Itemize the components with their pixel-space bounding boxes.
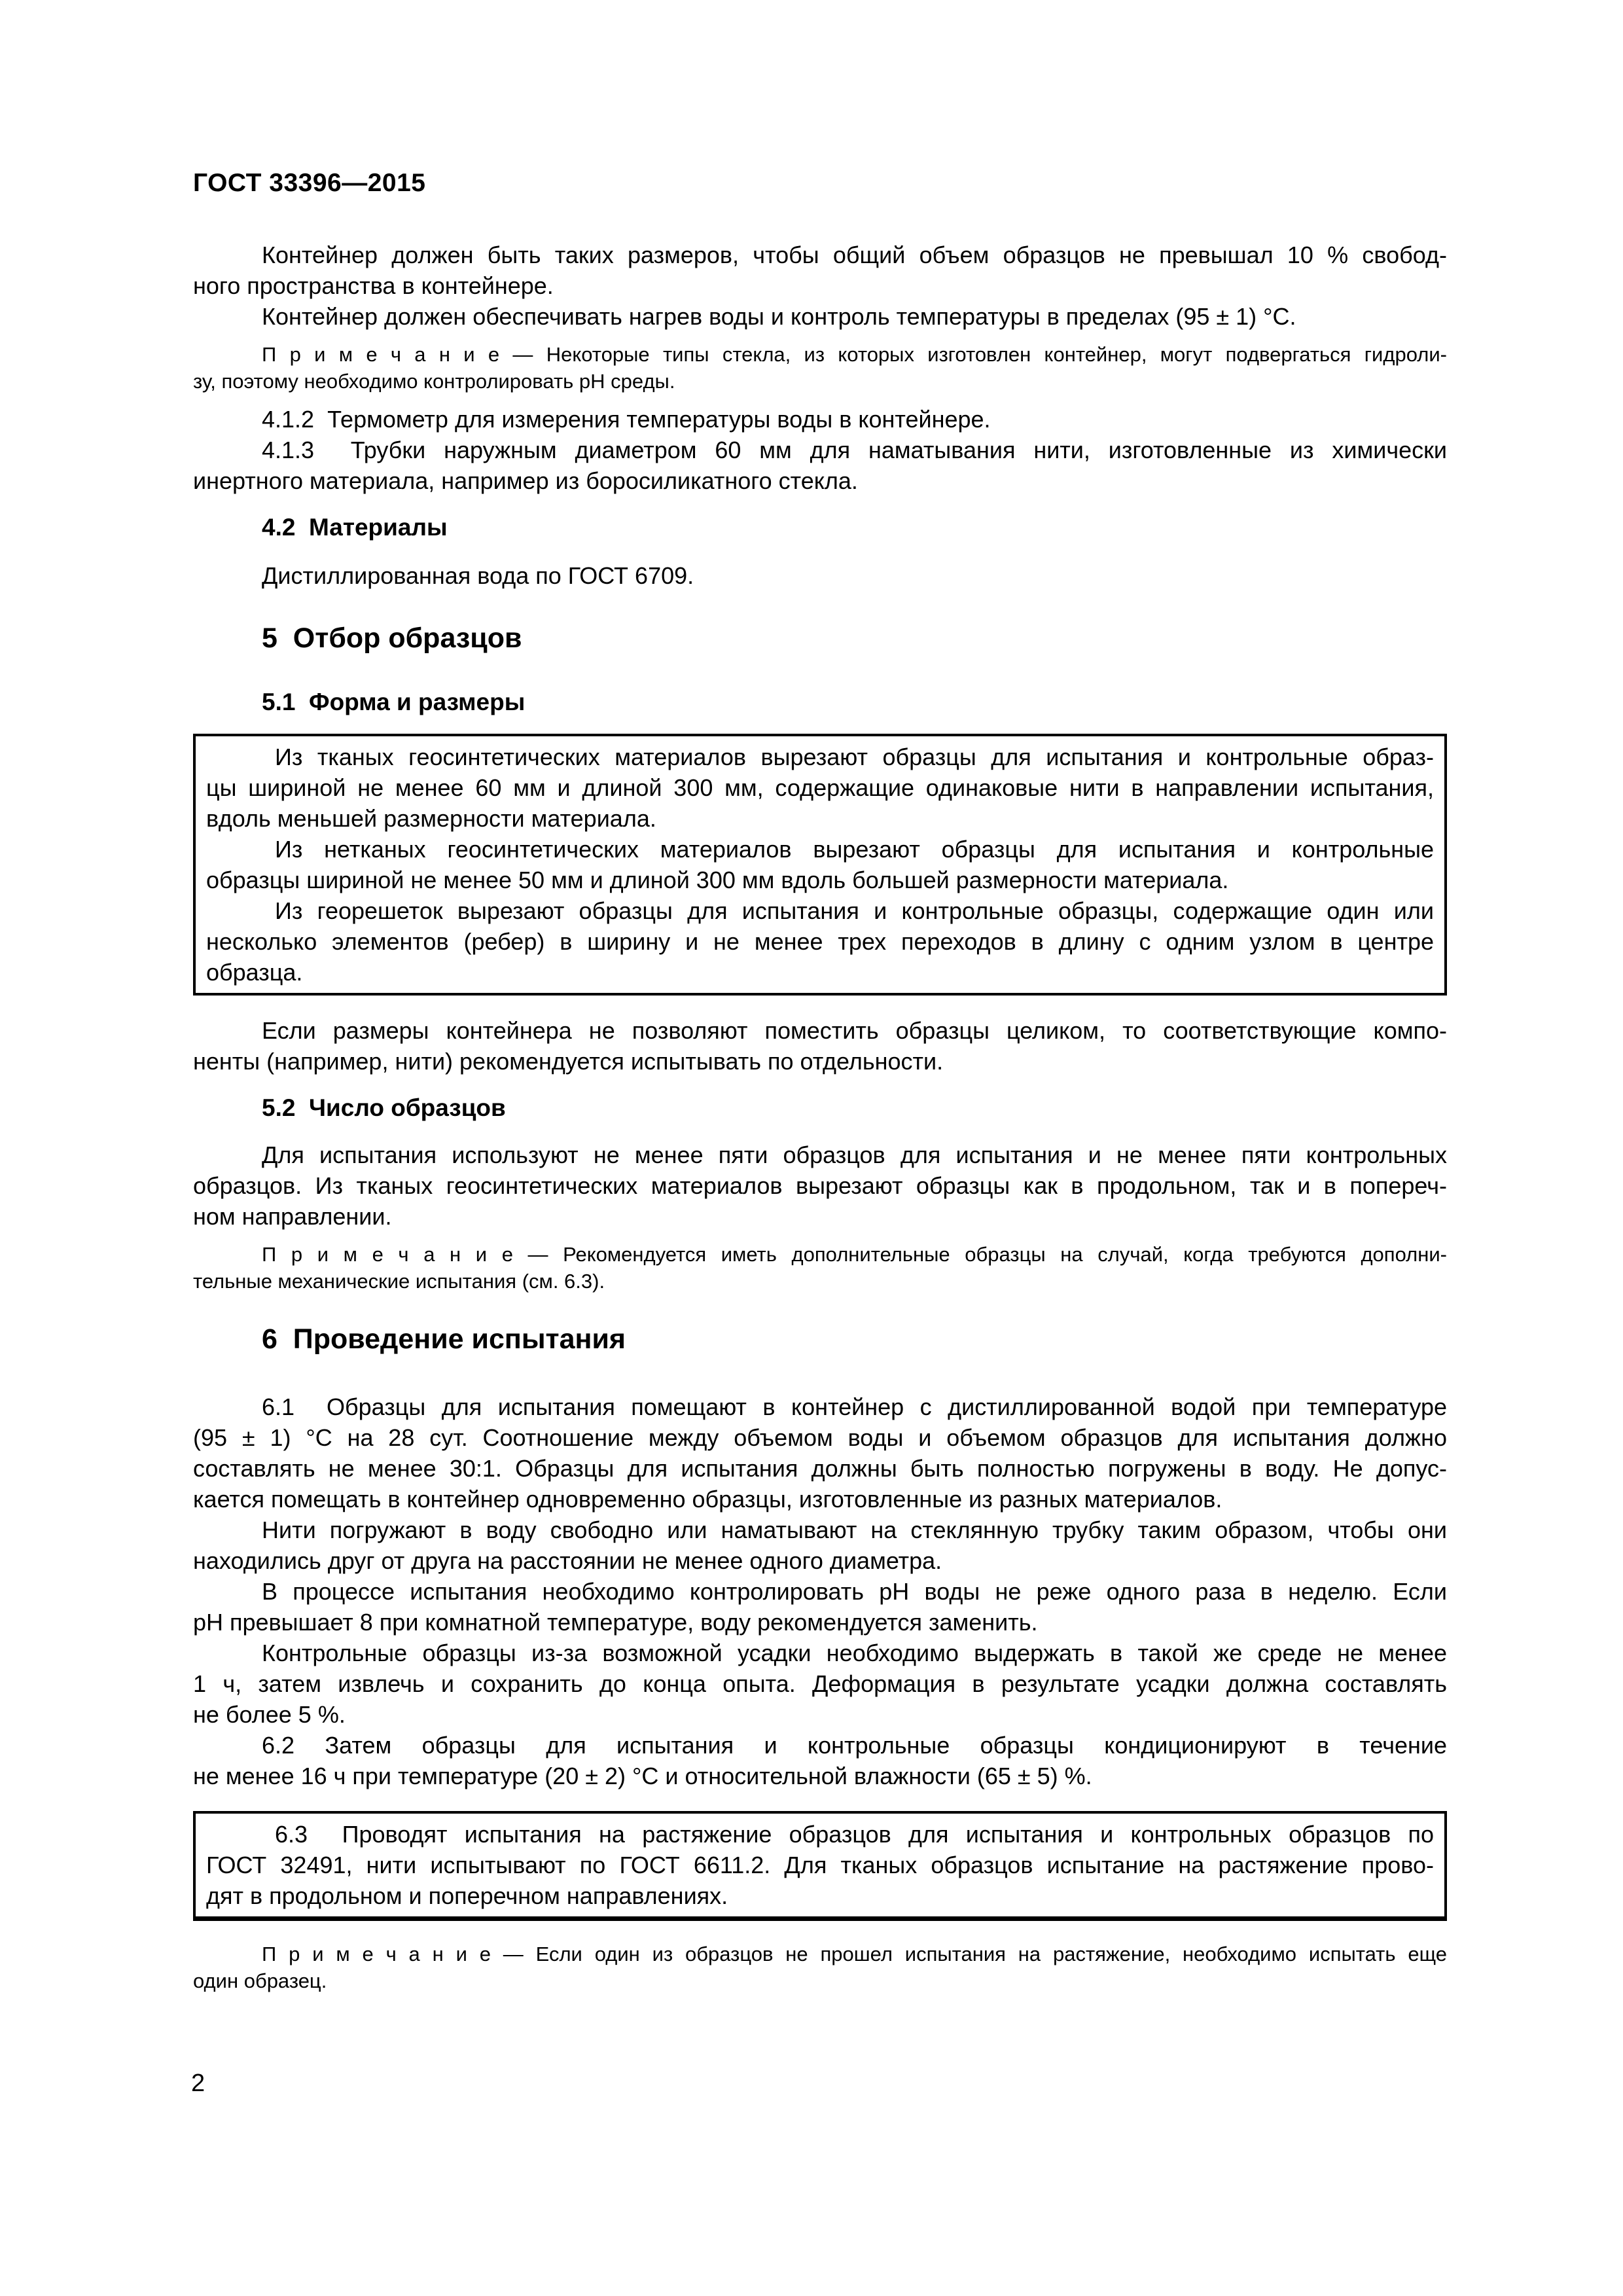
section-heading-4-2: 4.2 Материалы: [262, 514, 448, 541]
text-line: находились друг от друга на расстоянии не менее одного диаметра.: [193, 1547, 942, 1574]
section-heading-5-2: 5.2 Число образцов: [262, 1094, 506, 1121]
text-line: (95 ± 1) °С на 28 сут. Соотношение между объемом воды и объемом образцов для испытания должно: [193, 1424, 1447, 1451]
paragraph: [193, 1015, 1447, 1077]
paragraph: [193, 1139, 1447, 1232]
text-line: составлять не менее 30:1. Образцы для испытания должны быть полностью погружены в воду. Не допус-: [193, 1455, 1447, 1482]
text-line: ненты (например, нити) рекомендуется испытывать по отдельности.: [193, 1048, 944, 1075]
section-heading-5-1: 5.1 Форма и размеры: [262, 689, 526, 715]
paragraph: [193, 1515, 1447, 1576]
paragraph: [193, 404, 1447, 435]
paragraph: [193, 560, 1447, 591]
text-line: ного пространства в контейнере.: [193, 272, 554, 299]
text-line: образцов. Из тканых геосинтетических материалов вырезают образцы как в продольном, так и в попереч-: [193, 1172, 1447, 1199]
text-line: тельные механические испытания (см. 6.3).: [193, 1270, 605, 1293]
text-line: 6.1 Образцы для испытания помещают в контейнер с дистиллированной водой при температуре: [262, 1393, 1447, 1420]
text-line: Нити погружают в воду свободно или наматывают на стеклянную трубку таким образом, чтобы они: [262, 1516, 1447, 1543]
text-line: вдоль меньшей размерности материала.: [206, 805, 656, 832]
text-line: Если размеры контейнера не позволяют поместить образцы целиком, то соответствующие компо-: [262, 1017, 1447, 1044]
text-line: 6.2 Затем образцы для испытания и контрольные образцы кондиционируют в течение: [262, 1732, 1447, 1759]
paragraph: [193, 1391, 1447, 1515]
text-line: Из тканых геосинтетических материалов вырезают образцы для испытания и контрольные образ-: [275, 744, 1434, 770]
note: [193, 1241, 1447, 1295]
paragraph: [193, 435, 1447, 496]
text-line: ГОСТ 32491, нити испытывают по ГОСТ 6611.2. Для тканых образцов испытание на растяжение прово-: [206, 1852, 1434, 1878]
text-line: Контейнер должен обеспечивать нагрев воды и контроль температуры в пределах (95 ± 1) °С.: [262, 303, 1296, 330]
text-line: П р и м е ч а н и е — Некоторые типы стекла, из которых изготовлен контейнер, могут подвергаться гидроли-: [262, 343, 1447, 366]
text-line: образцы шириной не менее 50 мм и длиной 300 мм вдоль большей размерности материала.: [206, 867, 1229, 893]
paragraph: [193, 1730, 1447, 1791]
text-line: П р и м е ч а н и е — Если один из образцов не прошел испытания на растяжение, необходимо испытать еще: [262, 1943, 1447, 1965]
text-line: 6.3 Проводят испытания на растяжение образцов для испытания и контрольных образцов по: [275, 1821, 1434, 1848]
text-line: несколько элементов (ребер) в ширину и не менее трех переходов в длину с одним узлом в центре: [206, 928, 1434, 955]
text-line: Из георешеток вырезают образцы для испытания и контрольные образцы, содержащие один или: [275, 897, 1434, 924]
text-line: инертного материала, например из боросиликатного стекла.: [193, 467, 858, 494]
text-line: 4.1.3 Трубки наружным диаметром 60 мм для наматывания нити, изготовленные из химически: [262, 437, 1447, 463]
page-content: [193, 169, 1447, 2003]
paragraph: [193, 301, 1447, 332]
note: [193, 341, 1447, 395]
text-line: кается помещать в контейнер одновременно образцы, изготовленные из разных материалов.: [193, 1486, 1222, 1513]
text-line: ном направлении.: [193, 1203, 392, 1230]
text-line: Из нетканых геосинтетических материалов вырезают образцы для испытания и контрольные: [275, 836, 1434, 863]
text-line: Контейнер должен быть таких размеров, чтобы общий объем образцов не превышал 10 % свобод-: [262, 242, 1447, 268]
text-line: рН превышает 8 при комнатной температуре, воду рекомендуется заменить.: [193, 1609, 1038, 1636]
text-line: не более 5 %.: [193, 1701, 346, 1728]
text-line: Контрольные образцы из-за возможной усадки необходимо выдержать в такой же среде не менее: [262, 1640, 1447, 1666]
text-line: образца.: [206, 959, 303, 986]
text-line: 4.1.2 Термометр для измерения температуры воды в контейнере.: [262, 406, 991, 433]
text-line: зу, поэтому необходимо контролировать рН среды.: [193, 370, 675, 393]
doc-header: ГОСТ 33396—2015: [193, 169, 426, 197]
text-line: Для испытания используют не менее пяти образцов для испытания и не менее пяти контрольных: [262, 1141, 1447, 1168]
text-line: один образец.: [193, 1969, 327, 1992]
text-line: 1 ч, затем извлечь и сохранить до конца опыта. Деформация в результате усадки должна составлять: [193, 1670, 1447, 1697]
text-line: Дистиллированная вода по ГОСТ 6709.: [262, 562, 694, 589]
note: [193, 1941, 1447, 1994]
text-line: В процессе испытания необходимо контролировать рН воды не реже одного раза в неделю. Если: [262, 1578, 1447, 1605]
paragraph: [193, 1576, 1447, 1638]
boxed-text-6-3: [193, 1811, 1447, 1921]
text-line: дят в продольном и поперечном направлениях.: [206, 1882, 728, 1909]
chapter-heading-5: 5 Отбор образцов: [262, 622, 522, 654]
text-line: цы шириной не менее 60 мм и длиной 300 мм, содержащие одинаковые нити в направлении испытания,: [206, 774, 1434, 801]
paragraph: [193, 240, 1447, 301]
boxed-text-sampling: [193, 734, 1447, 996]
paragraph: [193, 1638, 1447, 1730]
page-number: 2: [191, 2070, 205, 2097]
text-line: П р и м е ч а н и е — Рекомендуется иметь дополнительные образцы на случай, когда требуются дополни-: [262, 1243, 1447, 1266]
text-line: не менее 16 ч при температуре (20 ± 2) °С и относительной влажности (65 ± 5) %.: [193, 1763, 1092, 1789]
chapter-heading-6: 6 Проведение испытания: [262, 1323, 626, 1355]
